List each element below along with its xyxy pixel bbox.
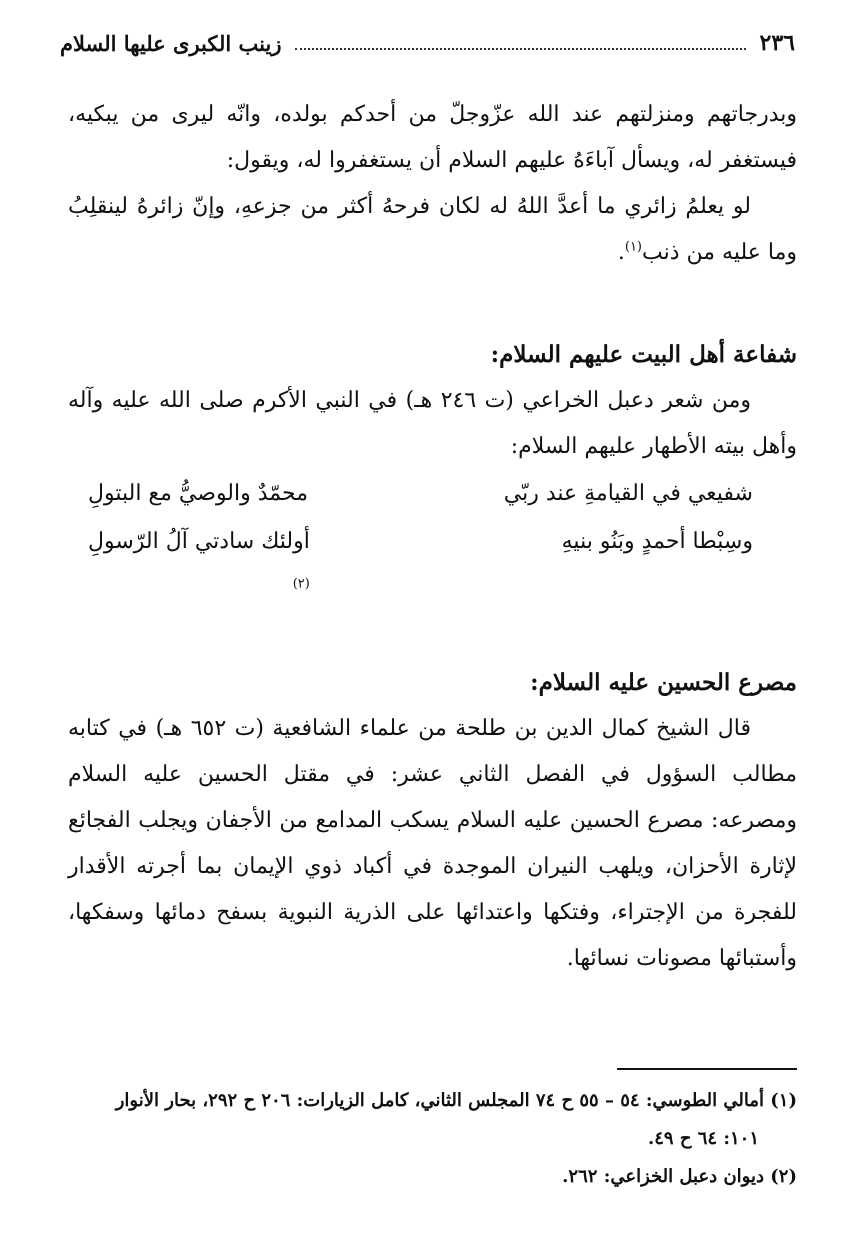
paragraph-4: قال الشيخ كمال الدين بن طلحة من علماء الشافعية (ت ٦٥٢ هـ) في كتابه مطالب السؤول في الفصل الثاني عشر: في مقتل الحسين عليه السلام ومصرعه: مصرع الحسين عليه السلام يسكب المدامع من الأجفان ويجلب الفجائع لإثارة الأحزان، ويلهب النيران الموجدة في أكباد ذوي الإيمان بما أجرته الأقدار للفجرة من الإجتراء، وفتكها واعتدائها على الذرية النبوية بسفح دمائها وسفكها، وأستبائها مصونات نسائها.: [68, 716, 797, 971]
poem-verse-1: [68, 470, 797, 518]
footnote-1: (١) أمالي الطوسي: ٥٤ – ٥٥ ح ٧٤ المجلس الثاني، كامل الزيارات: ٢٠٦ ح ٢٩٢، بحار الأنوار: [115, 1090, 797, 1111]
footnotes: [60, 1082, 797, 1196]
footnote-ref-2: (٢): [292, 576, 310, 592]
paragraph-2-text: لو يعلمُ زائري ما أعدَّ اللهُ له لكان فرحهُ أكثر من جزعهِ، وإنّ زائرهُ لينقلِبُ وما عليه من ذنب: [68, 194, 797, 265]
section-heading-intercession: شفاعة أهل البيت عليهم السلام:: [490, 341, 797, 368]
paragraph-3: ومن شعر دعبل الخراعي (ت ٢٤٦ هـ) في النبي الأكرم صلى الله عليه وآله وأهل بيته الأطهار عليهم السلام:: [68, 388, 797, 459]
paragraph-2: [68, 184, 797, 276]
footnote-separator: [617, 1068, 797, 1070]
paragraph-2-end: .: [617, 240, 625, 265]
poem-verse-2: [68, 518, 797, 614]
header-dot-leader: [295, 36, 745, 50]
footnote-ref-1: (١): [624, 239, 642, 255]
section-heading-martyrdom: مصرع الحسين عليه السلام:: [530, 669, 797, 696]
running-title: زينب الكبرى عليها السلام: [60, 30, 282, 56]
spacer: [68, 276, 797, 332]
verse-1-first-hemistich: شفيعي في القيامةِ عند ربّي: [503, 481, 753, 506]
page-body: [68, 92, 797, 982]
verse-1-second-hemistich: محمّدٌ والوصيُّ مع البتولِ: [88, 481, 308, 506]
verse-2-second-hemistich-wrap: [88, 518, 310, 614]
verse-2-second-hemistich: أولئك سادتي آلُ الرّسولِ: [88, 529, 310, 554]
verse-2-first-hemistich: وسِبْطا أحمدٍ وبَنُو بنيهِ: [561, 529, 753, 554]
spacer: [68, 614, 797, 660]
paragraph-1: وبدرجاتهم ومنزلتهم عند الله عزّوجلّ من أحدكم بولده، وانّه ليرى من يبكيه، فيستغفر له، ويسأل آباءَهُ عليهم السلام أن يستغفروا له، ويقول:: [68, 102, 797, 173]
footnote-2: (٢) ديوان دعبل الخزاعي: ٢٦٢.: [562, 1166, 797, 1187]
page-header: [60, 30, 795, 56]
page-number: ٢٣٦: [759, 30, 795, 56]
footnote-1-continuation: ١٠١: ٦٤ ح ٤٩.: [647, 1128, 759, 1149]
